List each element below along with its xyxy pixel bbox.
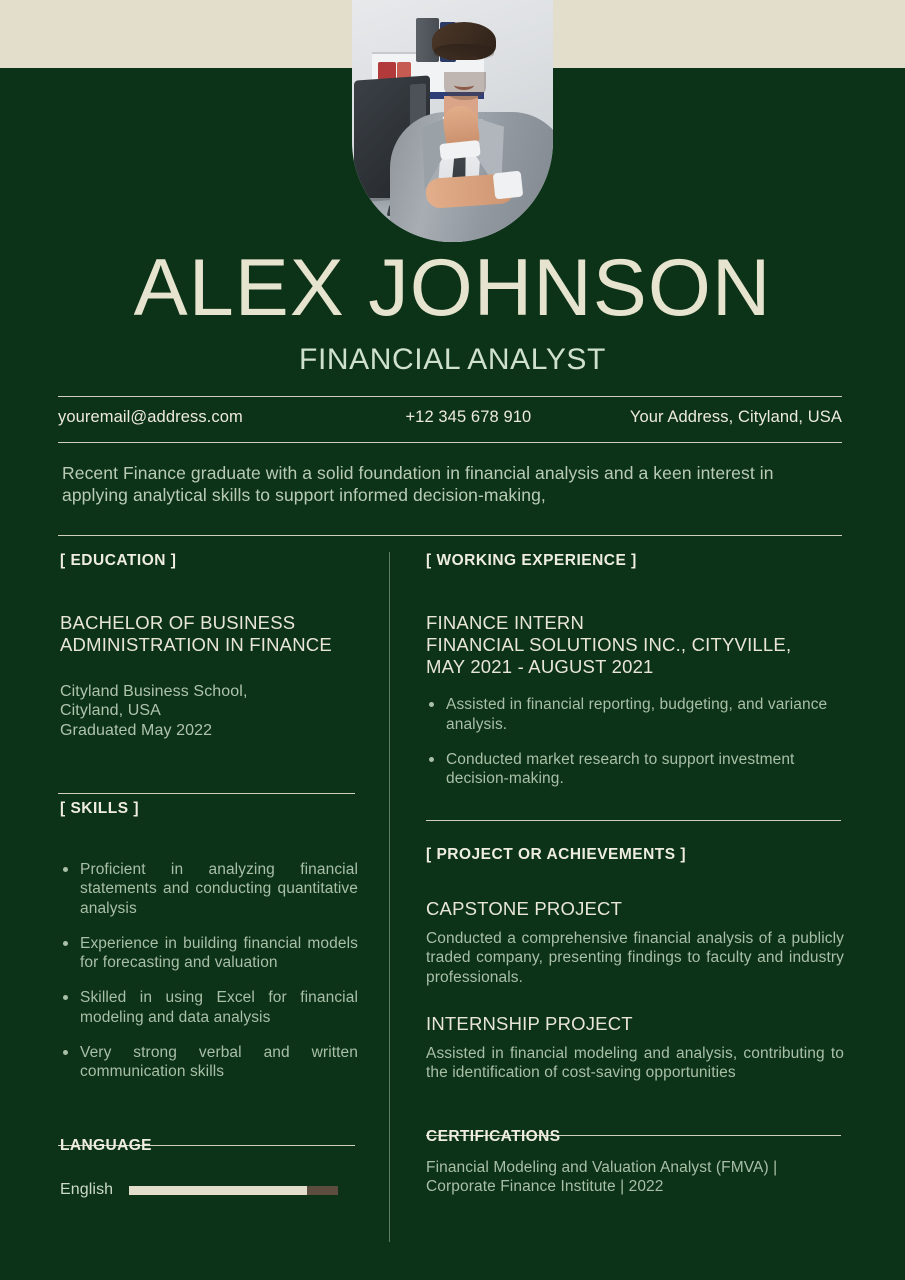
section-heading-language: LANGUAGE — [60, 1137, 152, 1155]
section-heading-projects: [ PROJECT OR ACHIEVEMENTS ] — [426, 846, 687, 864]
photo-eye — [446, 56, 454, 60]
section-heading-education: [ EDUCATION ] — [60, 552, 177, 569]
list-item: Very strong verbal and written communication skills — [60, 1043, 358, 1081]
candidate-name: ALEX JOHNSON — [133, 243, 772, 333]
contact-phone[interactable]: +12 345 678 910 — [405, 408, 532, 426]
divider-summary-bottom — [58, 535, 842, 536]
language-level-fill — [129, 1186, 307, 1195]
list-item: Conducted market research to support investment decision-making. — [426, 750, 844, 788]
divider-contact-top — [58, 396, 842, 397]
project-title: INTERNSHIP PROJECT — [426, 1012, 633, 1034]
contact-address: Your Address, Cityland, USA — [629, 408, 842, 426]
left-column — [60, 552, 358, 1199]
column-divider — [389, 552, 390, 1242]
photo-hair-shadow — [434, 44, 494, 60]
experience-role: FINANCE INTERN — [426, 612, 584, 633]
list-item: Proficient in analyzing financial statements and conducting quantitative analysis — [60, 860, 358, 918]
section-heading-certifications: CERTIFICATIONS — [426, 1128, 561, 1146]
photo-smile — [454, 80, 474, 90]
experience-dates: MAY 2021 - AUGUST 2021 — [426, 655, 654, 677]
skills-list — [60, 860, 358, 1081]
right-column — [426, 552, 844, 1197]
list-item: Experience in building financial models for forecasting and valuation — [60, 934, 358, 972]
project-title: CAPSTONE PROJECT — [426, 898, 623, 920]
portrait-photo-image — [352, 0, 553, 242]
section-heading-experience: [ WORKING EXPERIENCE ] — [426, 552, 637, 569]
profile-summary: Recent Finance graduate with a solid foundation in financial analysis and a keen interest in applying analytical skills to support informed decision-making, — [62, 463, 774, 506]
language-row — [60, 1181, 358, 1199]
portrait-photo — [352, 0, 553, 242]
project-description: Assisted in financial modeling and analysis, contributing to the identification of cost-saving opportunities — [426, 1044, 844, 1081]
list-item: Assisted in financial reporting, budgeting, and variance analysis. — [426, 695, 844, 733]
education-school: Cityland Business School, — [60, 682, 248, 700]
section-heading-skills: [ SKILLS ] — [60, 800, 140, 818]
certifications-text: Financial Modeling and Valuation Analyst (FMVA) | Corporate Finance Institute | 2022 — [426, 1159, 778, 1196]
photo-eye — [470, 56, 478, 60]
contact-email[interactable]: youremail@address.com — [58, 408, 243, 426]
divider-contact-bottom — [58, 442, 842, 443]
contact-row — [58, 408, 842, 427]
experience-company: FINANCIAL SOLUTIONS INC., CITYVILLE, — [426, 633, 792, 655]
language-level-bar — [129, 1186, 338, 1195]
education-location: Cityland, USA — [60, 702, 161, 720]
project-description: Conducted a comprehensive financial analysis of a publicly traded company, presenting findings to faculty and industry professionals. — [426, 930, 844, 986]
language-label: English — [60, 1181, 114, 1199]
experience-bullets — [426, 695, 844, 788]
photo-cuff — [493, 171, 524, 200]
education-degree: BACHELOR OF BUSINESS ADMINISTRATION IN FINANCE — [60, 612, 332, 655]
education-graduated: Graduated May 2022 — [60, 721, 213, 739]
list-item: Skilled in using Excel for financial modeling and data analysis — [60, 988, 358, 1026]
candidate-job-title: FINANCIAL ANALYST — [299, 343, 606, 376]
